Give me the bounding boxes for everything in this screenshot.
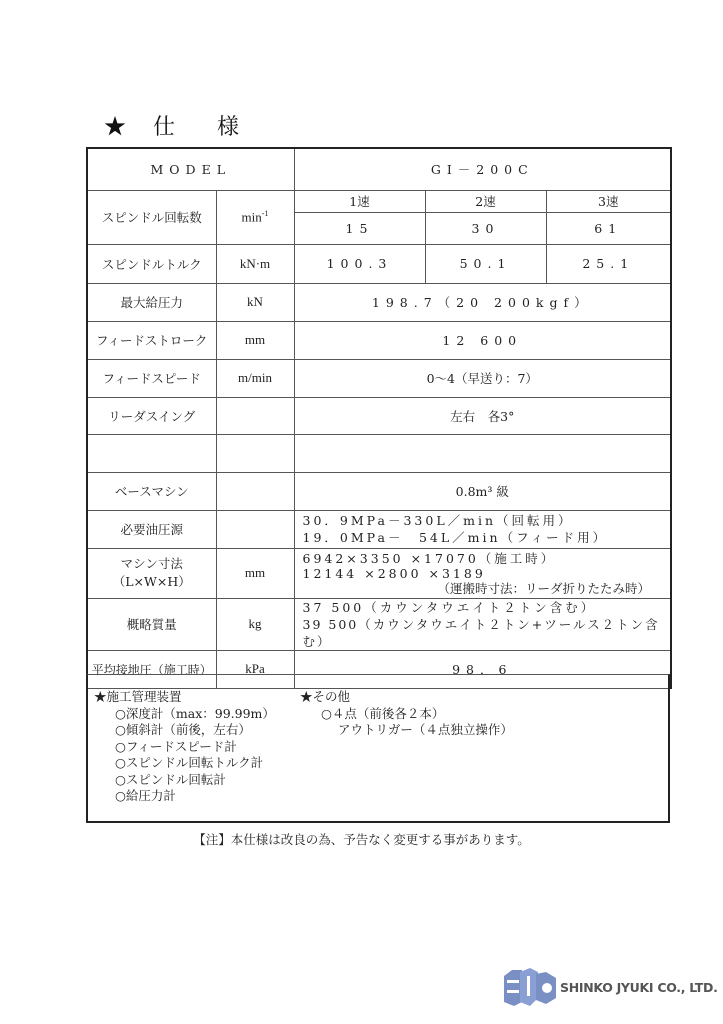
ground-pressure-unit: kPa <box>216 650 294 688</box>
row-label: フィードストローク <box>87 321 216 359</box>
row-label: 最大給圧力 <box>87 283 216 321</box>
spec-row <box>87 283 671 321</box>
row-unit <box>216 472 294 510</box>
ground-pressure-label: 平均接地圧（施工時） <box>87 650 216 688</box>
mass-unit: kg <box>216 598 294 650</box>
speed-3-header: 3速 <box>546 190 671 212</box>
speed-2-value: 30 <box>425 212 546 244</box>
list-item: ○スピンドル回転計 <box>115 771 226 787</box>
spindle-torque-row <box>87 244 671 283</box>
row-value: 12 600 <box>294 321 671 359</box>
hydraulic-line: 30．9MPa－330L／min（回転用） <box>302 513 574 528</box>
hydraulic-line: 19．0MPa－ 54L／min（フィード用） <box>302 530 609 545</box>
spindle-torque-unit: kN·m <box>216 244 294 283</box>
list-item: ○給圧力計 <box>115 788 176 803</box>
dimensions-unit: mm <box>216 548 294 598</box>
hydraulic-unit <box>216 510 294 548</box>
company-logo <box>500 968 718 1008</box>
notes-left-title: ★施工管理装置 <box>94 689 182 704</box>
ground-pressure-value: 98．6 <box>294 650 671 688</box>
dimensions-label <box>87 548 216 598</box>
row-value: 0.8m³ 級 <box>294 472 671 510</box>
model-label: MODEL <box>87 148 294 190</box>
list-item: ○傾斜計（前後，左右） <box>115 722 251 737</box>
hydraulic-value <box>294 510 671 548</box>
spec-row <box>87 321 671 359</box>
model-value: GI－200C <box>294 148 671 190</box>
row-label: リーダスイング <box>87 397 216 434</box>
spindle-speed-row <box>87 190 671 212</box>
torque-1-value: 100.3 <box>294 244 425 283</box>
list-item: アウトリガー（４点独立操作） <box>338 722 513 737</box>
dimensions-row <box>87 548 671 598</box>
list-item: ○スピンドル回転トルク計 <box>115 755 264 770</box>
row-label: フィードスピード <box>87 359 216 397</box>
row-unit <box>216 434 294 472</box>
speed-2-header: 2速 <box>425 190 546 212</box>
spec-row <box>87 359 671 397</box>
model-row <box>87 148 671 190</box>
row-value: 198.7（20 200kgf） <box>294 283 671 321</box>
notes-box <box>86 674 670 823</box>
list-item: ○４点（前後各２本） <box>321 705 445 721</box>
spindle-speed-label: スピンドル回転数 <box>87 190 216 244</box>
speed-1-header: 1速 <box>294 190 425 212</box>
speed-1-value: 15 <box>294 212 425 244</box>
dimensions-value <box>294 548 671 598</box>
spec-table <box>86 147 672 689</box>
row-unit <box>216 397 294 434</box>
list-item: ○深度計（max：99.99m） <box>115 705 275 721</box>
footnote: 【注】本仕様は改良の為、予告なく変更する事があります。 <box>193 832 530 847</box>
notes-right-title: ★その他 <box>300 689 351 704</box>
row-label <box>87 434 216 472</box>
page-title: ★ 仕 様 <box>104 115 249 140</box>
mass-line: 39 500（カウンタウエイト２トン+ツールス２トン含む） <box>302 616 660 649</box>
dimensions-line: 12144 ×2800 ×3189 <box>302 565 486 581</box>
spindle-torque-label: スピンドルトルク <box>87 244 216 283</box>
torque-2-value: 50.1 <box>425 244 546 283</box>
list-item: ○フィードスピード計 <box>115 738 237 754</box>
mass-value <box>294 598 671 650</box>
spec-row <box>87 397 671 434</box>
row-value <box>294 434 671 472</box>
spec-row <box>87 472 671 510</box>
hydraulic-label: 必要油圧源 <box>87 510 216 548</box>
row-unit: m/min <box>216 359 294 397</box>
company-name: SHINKO JYUKI CO., LTD. <box>560 980 718 995</box>
construction-management-list <box>94 689 275 805</box>
mass-label: 概略質量 <box>87 598 216 650</box>
torque-3-value: 25.1 <box>546 244 671 283</box>
hydraulic-row <box>87 510 671 548</box>
mass-row <box>87 598 671 650</box>
sjc-logo-icon <box>500 968 558 1008</box>
other-list <box>300 689 513 739</box>
row-value: 0～4（早送り：7） <box>294 359 671 397</box>
spindle-speed-unit: $\min^{-1}$ <box>216 190 294 244</box>
dimensions-label-line1: マシン寸法 <box>120 556 183 571</box>
speed-3-value: 61 <box>546 212 671 244</box>
dimensions-label-line2: （L×W×H） <box>112 574 191 589</box>
row-value: 左右 各3° <box>294 397 671 434</box>
spec-row-empty <box>87 434 671 472</box>
row-unit: kN <box>216 283 294 321</box>
dimensions-line: 6942×3350 ×17070（施工時） <box>302 550 557 566</box>
row-label: ベースマシン <box>87 472 216 510</box>
dimensions-note: （運搬時寸法：リーダ折りたたみ時） <box>437 580 651 596</box>
row-unit: mm <box>216 321 294 359</box>
mass-line: 37 500（カウンタウエイト２トン含む） <box>302 599 597 615</box>
